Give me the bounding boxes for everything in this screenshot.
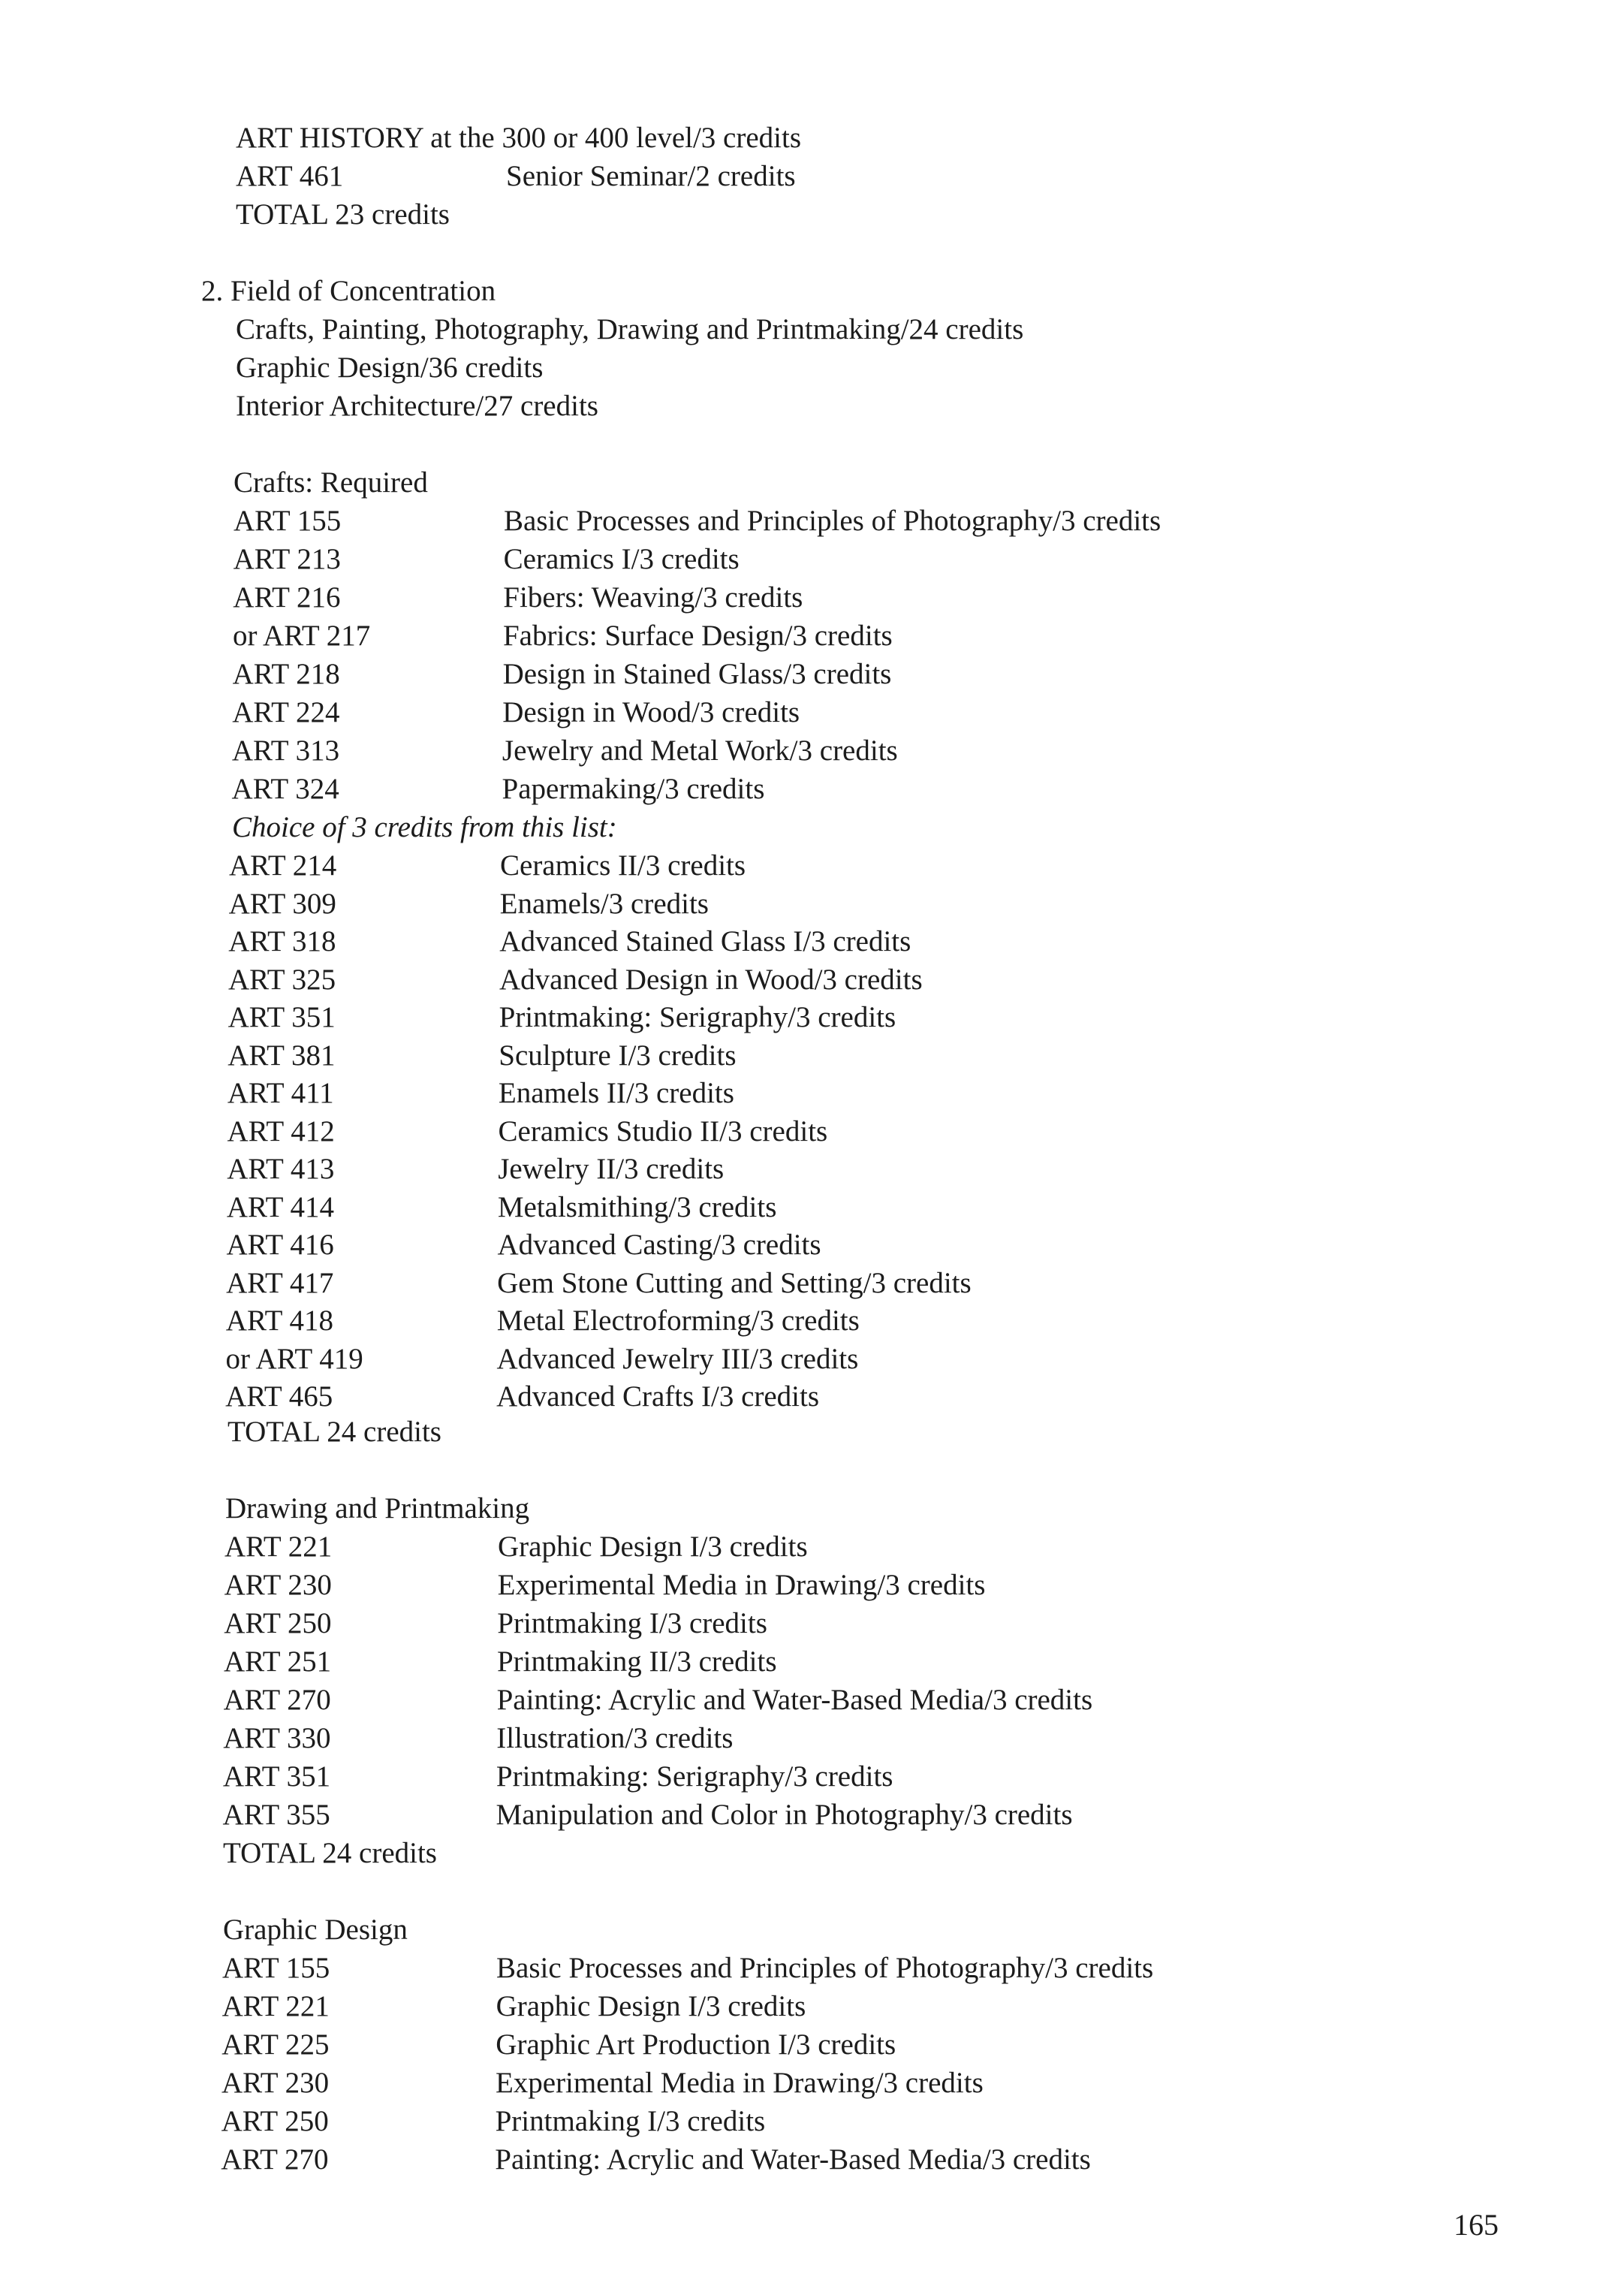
course-code: ART 155 (222, 1952, 330, 1984)
course-title: Printmaking I/3 credits (497, 1607, 767, 1639)
concentration-line: Interior Architecture/27 credits (236, 390, 598, 422)
course-code: ART 224 (232, 696, 340, 728)
course-code: ART 225 (221, 2028, 330, 2061)
course-code: ART 213 (233, 543, 341, 575)
course-title: Ceramics Studio II/3 credits (498, 1114, 828, 1148)
course-title: Metalsmithing/3 credits (497, 1190, 777, 1223)
course-code: ART 324 (231, 773, 339, 805)
course-title: Gem Stone Cutting and Setting/3 credits (497, 1266, 972, 1299)
course-code: ART 216 (233, 581, 341, 614)
course-code: ART 270 (221, 2143, 329, 2176)
course-code: or ART 419 (225, 1342, 363, 1375)
course-code: ART 351 (227, 1001, 336, 1033)
course-title: Design in Stained Glass/3 credits (502, 658, 892, 690)
course-code: ART 221 (221, 1990, 330, 2022)
course-title: Design in Wood/3 credits (502, 696, 800, 728)
course-title: Graphic Design I/3 credits (496, 1990, 806, 2022)
course-code: ART 155 (234, 505, 342, 537)
course-title: Basic Processes and Principles of Photography/3 credits (504, 505, 1162, 537)
course-code: ART 330 (223, 1722, 331, 1754)
course-code: ART 411 (227, 1077, 334, 1109)
course-title: Sculpture I/3 credits (499, 1039, 737, 1072)
concentration-line: Crafts, Painting, Photography, Drawing and Printmaking/24 credits (236, 313, 1024, 345)
course-title: Illustration/3 credits (496, 1722, 734, 1754)
concentration-line: Graphic Design/36 credits (236, 351, 544, 384)
course-title: Graphic Design I/3 credits (498, 1531, 808, 1563)
choice-label: Choice of 3 credits from this list: (232, 811, 617, 843)
course-title: Fibers: Weaving/3 credits (503, 581, 803, 614)
course-code: ART 351 (222, 1760, 331, 1793)
course-title: Experimental Media in Drawing/3 credits (495, 2067, 984, 2099)
course-code: or ART 217 (232, 620, 371, 652)
drawing-total: TOTAL 24 credits (223, 1837, 437, 1869)
course-code: ART 214 (229, 849, 337, 882)
course-code: ART 381 (227, 1039, 336, 1072)
course-title: Advanced Jewelry III/3 credits (496, 1342, 859, 1375)
course-title: Basic Processes and Principles of Photography/3 credits (496, 1952, 1154, 1984)
course-code: ART 230 (221, 2067, 330, 2099)
concentration-heading: 2. Field of Concentration (201, 275, 496, 307)
course-code: ART 414 (226, 1190, 335, 1223)
course-title: Advanced Casting/3 credits (497, 1229, 821, 1261)
course-title: Papermaking/3 credits (502, 773, 765, 805)
course-title: Metal Electroforming/3 credits (496, 1304, 860, 1337)
top-total: TOTAL 23 credits (236, 198, 450, 231)
course-title: Painting: Acrylic and Water-Based Media/3 credits (496, 1684, 1093, 1716)
course-code: ART 416 (226, 1229, 334, 1261)
course-code: ART 270 (223, 1684, 331, 1716)
course-code: ART 250 (224, 1607, 332, 1639)
course-title: Senior Seminar/2 credits (506, 160, 796, 192)
course-code: ART 309 (228, 887, 336, 920)
course-title: Printmaking II/3 credits (496, 1645, 777, 1678)
course-title: Advanced Stained Glass I/3 credits (499, 925, 911, 958)
course-code: ART 221 (224, 1531, 333, 1563)
course-code: ART 412 (227, 1114, 335, 1148)
course-title: Printmaking: Serigraphy/3 credits (499, 1001, 896, 1033)
course-code: ART 318 (228, 925, 336, 958)
course-title: Ceramics I/3 credits (503, 543, 740, 575)
drawing-heading: Drawing and Printmaking (225, 1492, 530, 1525)
course-title: Enamels/3 credits (499, 887, 709, 920)
course-code: ART 250 (221, 2105, 329, 2137)
course-title: Jewelry II/3 credits (498, 1153, 725, 1185)
course-title: Advanced Design in Wood/3 credits (499, 963, 923, 996)
course-code: ART 218 (232, 658, 340, 690)
course-title: Manipulation and Color in Photography/3 credits (496, 1799, 1073, 1831)
course-title: Jewelry and Metal Work/3 credits (502, 734, 898, 767)
course-title: Experimental Media in Drawing/3 credits (497, 1569, 986, 1601)
course-code: ART 230 (224, 1569, 332, 1601)
crafts-total: TOTAL 24 credits (227, 1416, 441, 1448)
course-code: ART 355 (222, 1799, 330, 1831)
course-code: ART 313 (231, 734, 340, 767)
course-code: ART 417 (226, 1266, 334, 1299)
graphic-heading: Graphic Design (223, 1914, 408, 1946)
course-title: Fabrics: Surface Design/3 credits (502, 620, 893, 652)
course-code: ART 465 (225, 1380, 333, 1413)
course-code: ART 251 (223, 1645, 332, 1678)
course-title: Ceramics II/3 credits (500, 849, 746, 882)
course-title: Enamels II/3 credits (498, 1077, 734, 1109)
course-title: Printmaking: Serigraphy/3 credits (496, 1760, 893, 1793)
course-title: Printmaking I/3 credits (495, 2105, 766, 2137)
page-number: 165 (1454, 2208, 1499, 2242)
course-code: ART 418 (225, 1304, 333, 1337)
course-code: ART 461 (236, 160, 344, 192)
crafts-heading: Crafts: Required (234, 466, 428, 499)
course-title: Graphic Art Production I/3 credits (496, 2028, 896, 2061)
art-history-requirement: ART HISTORY at the 300 or 400 level/3 credits (236, 122, 802, 154)
course-code: ART 325 (227, 963, 336, 996)
course-title: Advanced Crafts I/3 credits (496, 1380, 820, 1413)
course-title: Painting: Acrylic and Water-Based Media/3 credits (495, 2143, 1091, 2176)
course-code: ART 413 (227, 1153, 335, 1185)
